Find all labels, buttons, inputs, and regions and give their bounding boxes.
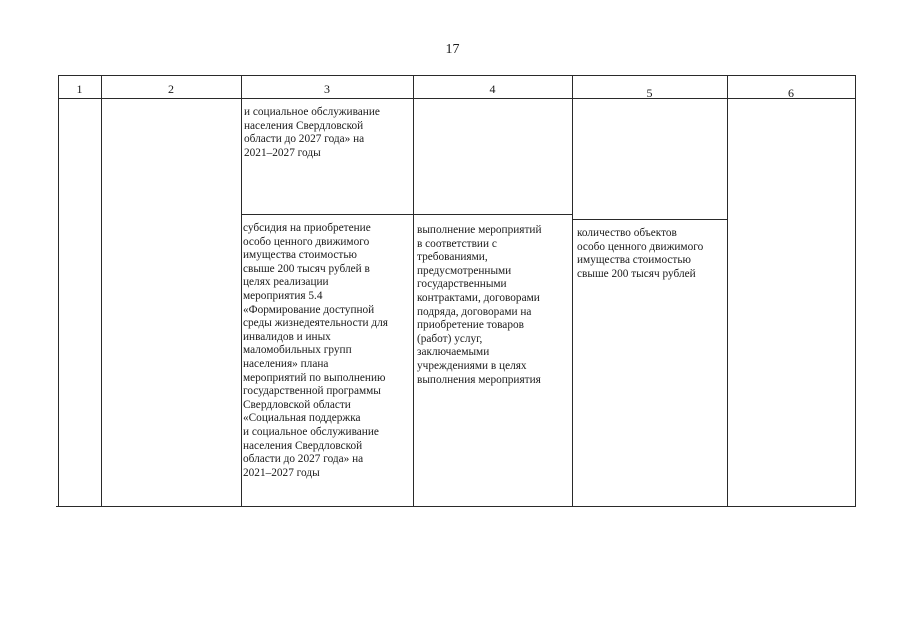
- column-divider-5: [727, 75, 728, 506]
- column-divider-4: [572, 75, 573, 506]
- column-divider-3: [413, 75, 414, 506]
- row2-col4-text: выполнение мероприятий в соответствии с требованиями, предусмотренными государственными контрактами, договорами подряда, договорами на приобретение товаров (работ) услуг, заключаемыми учреждениями в целях выполнения мероприятия: [417, 224, 542, 386]
- column-header-3: 3: [324, 82, 330, 96]
- column-divider-1: [101, 75, 102, 506]
- column-header-4: 4: [489, 82, 496, 96]
- table-left-border: [58, 75, 59, 507]
- table-right-border: [855, 75, 856, 507]
- column-header-2: 2: [168, 82, 174, 96]
- row2-col3-text: субсидия на приобретение особо ценного движимого имущества стоимостью свыше 200 тысяч рублей в целях реализации мероприятия 5.4 «Формирование доступной среды жизнедеятельности для инвалидов и иных маломобильных групп населения» плана мероприятий по выполнению государственной программы Свердловской области «Социальная поддержка и социальное обслуживание населения Свердловской области до 2027 года» на 2021–2027 годы: [243, 222, 388, 479]
- row2-col5-text: количество объектов особо ценного движимого имущества стоимостью свыше 200 тысяч рублей: [577, 227, 704, 280]
- table-top-border: [59, 75, 856, 76]
- table-bottom-border: [56, 506, 855, 507]
- row1-col3-text: и социальное обслуживание населения Свердловской области до 2027 года» на 2021–2027 годы: [244, 106, 380, 159]
- page-number: 17: [445, 42, 460, 57]
- row-divider-col3-col4: [241, 214, 573, 215]
- column-divider-2: [241, 75, 242, 506]
- column-header-6: 6: [788, 86, 794, 100]
- column-header-1: 1: [76, 82, 83, 96]
- row-divider-col5: [572, 219, 728, 220]
- column-header-5: 5: [646, 86, 653, 100]
